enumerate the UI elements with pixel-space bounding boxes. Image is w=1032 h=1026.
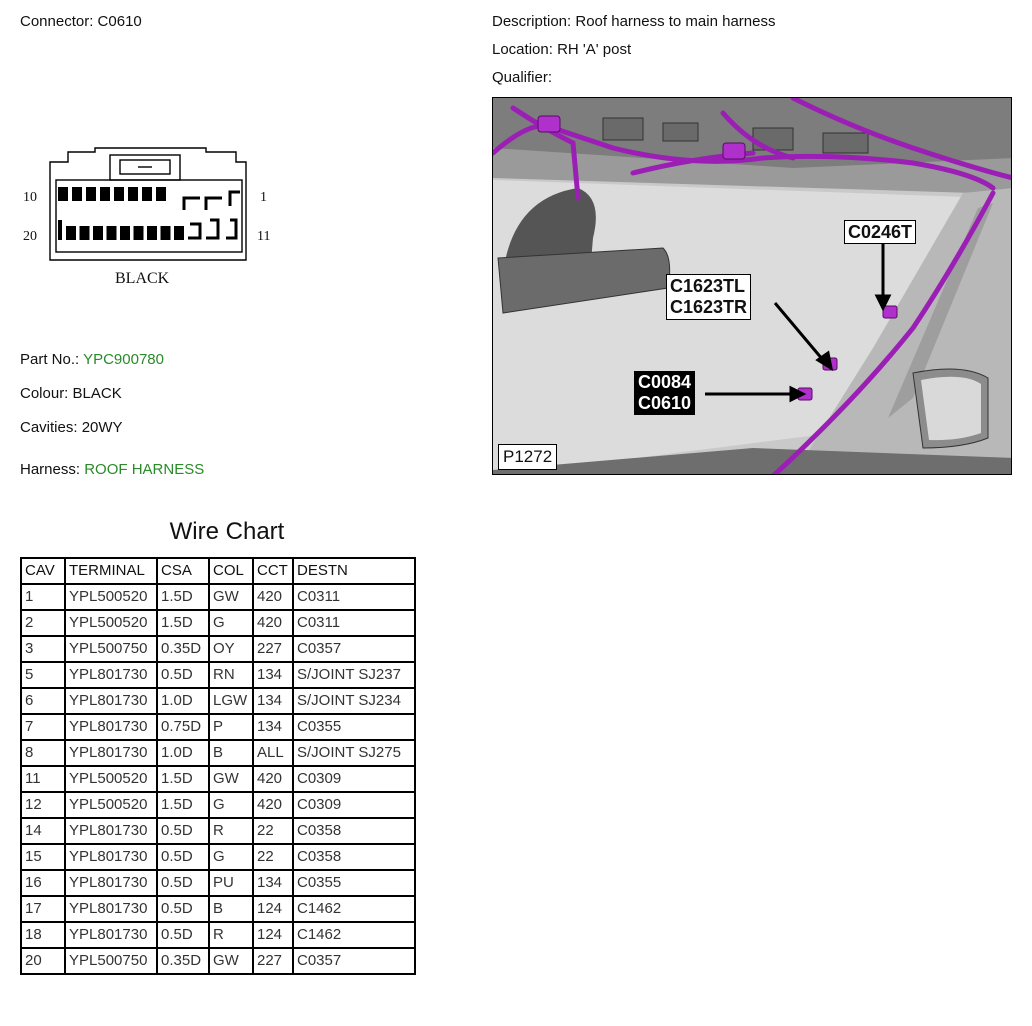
cavities-value: 20WY <box>81 419 123 436</box>
cell-destn: C0357 <box>293 948 415 974</box>
part-number-label: Part No.: <box>20 351 80 368</box>
part-number-link[interactable]: YPC900780 <box>83 351 164 368</box>
colour-line <box>20 385 122 402</box>
cell-terminal: YPL801730 <box>65 662 157 688</box>
cell-csa: 0.35D <box>157 636 209 662</box>
cell-terminal: YPL801730 <box>65 896 157 922</box>
cell-col: GW <box>209 584 253 610</box>
cell-cav: 15 <box>21 844 65 870</box>
table-row <box>21 844 415 870</box>
callout-c0084-c0610 <box>634 371 695 415</box>
cell-cct: 420 <box>253 766 293 792</box>
cell-cav: 7 <box>21 714 65 740</box>
callout-c1623 <box>666 274 751 320</box>
cell-csa: 1.5D <box>157 792 209 818</box>
cell-cav: 8 <box>21 740 65 766</box>
cell-cct: 134 <box>253 662 293 688</box>
description-label: Description: <box>492 13 572 30</box>
cell-cav: 12 <box>21 792 65 818</box>
cell-cct: 420 <box>253 584 293 610</box>
cell-col: R <box>209 922 253 948</box>
cell-cct: 134 <box>253 688 293 714</box>
cell-terminal: YPL500520 <box>65 792 157 818</box>
cell-cav: 20 <box>21 948 65 974</box>
cell-cct: 227 <box>253 948 293 974</box>
cell-col: G <box>209 844 253 870</box>
cell-destn: C0358 <box>293 844 415 870</box>
cell-csa: 1.5D <box>157 610 209 636</box>
cell-csa: 1.5D <box>157 766 209 792</box>
cell-terminal: YPL500520 <box>65 584 157 610</box>
cell-terminal: YPL500750 <box>65 948 157 974</box>
cell-cav: 6 <box>21 688 65 714</box>
table-row <box>21 740 415 766</box>
cell-terminal: YPL500520 <box>65 610 157 636</box>
cell-destn: C0311 <box>293 610 415 636</box>
cavity-pin <box>134 226 144 240</box>
connector-value: C0610 <box>97 13 142 30</box>
cell-col: RN <box>209 662 253 688</box>
table-row <box>21 688 415 714</box>
table-row <box>21 584 415 610</box>
cell-cct: 134 <box>253 714 293 740</box>
cavity-pin <box>142 187 152 201</box>
cell-destn: S/JOINT SJ234 <box>293 688 415 714</box>
cell-col: GW <box>209 766 253 792</box>
cell-cav: 18 <box>21 922 65 948</box>
header-cav: CAV <box>21 558 65 584</box>
cavity-pin <box>114 187 124 201</box>
cell-cct: 420 <box>253 792 293 818</box>
bottom-cavity-row <box>66 226 184 240</box>
cavity-pin <box>147 226 157 240</box>
cell-col: GW <box>209 948 253 974</box>
cell-cct: 124 <box>253 922 293 948</box>
cell-csa: 0.75D <box>157 714 209 740</box>
table-row <box>21 636 415 662</box>
cell-destn: C0309 <box>293 766 415 792</box>
location-label: Location: <box>492 41 553 58</box>
vehicle-interior-drawing <box>493 98 1012 475</box>
header-destn: DESTN <box>293 558 415 584</box>
header-terminal: TERMINAL <box>65 558 157 584</box>
top-cavity-row <box>58 187 166 201</box>
table-row <box>21 948 415 974</box>
callout-c0610: C0610 <box>638 393 692 413</box>
colour-label: Colour: <box>20 385 69 402</box>
cell-col: G <box>209 610 253 636</box>
cell-terminal: YPL500750 <box>65 636 157 662</box>
harness-line <box>20 461 204 478</box>
cell-destn: C0309 <box>293 792 415 818</box>
wire-chart-title: Wire Chart <box>169 518 285 545</box>
callout-c1623tl: C1623TL <box>670 276 746 296</box>
table-row <box>21 766 415 792</box>
cell-terminal: YPL500520 <box>65 766 157 792</box>
callout-c1623tr: C1623TR <box>670 297 748 317</box>
cell-csa: 0.5D <box>157 662 209 688</box>
cell-destn: C1462 <box>293 896 415 922</box>
cell-col: B <box>209 740 253 766</box>
part-number-line <box>20 351 164 368</box>
header-col: COL <box>209 558 253 584</box>
cell-cav: 17 <box>21 896 65 922</box>
qualifier-line <box>492 69 552 86</box>
pin-number-20: 20 <box>23 229 37 244</box>
cavity-pin <box>86 187 96 201</box>
pin-number-1: 1 <box>260 190 267 205</box>
cavities-line <box>20 419 123 436</box>
location-illustration <box>492 97 1012 475</box>
cell-csa: 0.35D <box>157 948 209 974</box>
cavity-pin <box>107 226 117 240</box>
cavity-pin <box>93 226 103 240</box>
qualifier-label: Qualifier: <box>492 69 553 86</box>
cell-csa: 0.5D <box>157 896 209 922</box>
cell-csa: 1.0D <box>157 740 209 766</box>
cavity-pin <box>66 226 76 240</box>
cell-cav: 5 <box>21 662 65 688</box>
cell-terminal: YPL801730 <box>65 688 157 714</box>
table-row <box>21 870 415 896</box>
callout-c0084: C0084 <box>638 372 692 392</box>
cell-csa: 0.5D <box>157 818 209 844</box>
cell-terminal: YPL801730 <box>65 818 157 844</box>
cell-cav: 11 <box>21 766 65 792</box>
cell-cav: 14 <box>21 818 65 844</box>
cavity-pin <box>120 226 130 240</box>
cavities-label: Cavities: <box>20 419 78 436</box>
wire-chart-header-row <box>21 558 415 584</box>
table-row <box>21 792 415 818</box>
figure-id: P1272 <box>498 444 557 470</box>
location-line <box>492 41 631 58</box>
cell-col: OY <box>209 636 253 662</box>
cell-cct: 227 <box>253 636 293 662</box>
cavity-pin <box>156 187 166 201</box>
pin-number-10: 10 <box>23 190 37 205</box>
wire-chart-table <box>20 557 416 975</box>
wire-chart-body <box>21 584 415 974</box>
cell-csa: 1.5D <box>157 584 209 610</box>
cell-destn: C0357 <box>293 636 415 662</box>
cell-cct: 22 <box>253 844 293 870</box>
pin-number-11: 11 <box>257 229 271 244</box>
table-row <box>21 922 415 948</box>
table-row <box>21 896 415 922</box>
header-csa: CSA <box>157 558 209 584</box>
cell-cct: ALL <box>253 740 293 766</box>
table-row <box>21 662 415 688</box>
cell-col: P <box>209 714 253 740</box>
cavity-pin <box>72 187 82 201</box>
cell-destn: C0358 <box>293 818 415 844</box>
description-value: Roof harness to main harness <box>575 13 776 30</box>
cell-cav: 16 <box>21 870 65 896</box>
cavity-pin <box>174 226 184 240</box>
cell-destn: C0311 <box>293 584 415 610</box>
cell-cct: 22 <box>253 818 293 844</box>
description-line <box>492 13 775 30</box>
cell-destn: C0355 <box>293 714 415 740</box>
table-row <box>21 714 415 740</box>
header-cct: CCT <box>253 558 293 584</box>
harness-label: Harness: <box>20 461 81 478</box>
connector-line <box>20 13 142 30</box>
connector-label: Connector: <box>20 13 94 30</box>
connector-color-caption: BLACK <box>115 270 170 287</box>
cell-terminal: YPL801730 <box>65 922 157 948</box>
cavity-pin <box>128 187 138 201</box>
cell-col: PU <box>209 870 253 896</box>
colour-value: BLACK <box>72 385 122 402</box>
cavity-pin <box>100 187 110 201</box>
cell-col: LGW <box>209 688 253 714</box>
table-row <box>21 818 415 844</box>
cavity-pin <box>58 187 68 201</box>
table-row <box>21 610 415 636</box>
cell-destn: S/JOINT SJ237 <box>293 662 415 688</box>
cell-destn: S/JOINT SJ275 <box>293 740 415 766</box>
cell-col: R <box>209 818 253 844</box>
cell-cav: 3 <box>21 636 65 662</box>
cell-terminal: YPL801730 <box>65 844 157 870</box>
cell-col: B <box>209 896 253 922</box>
cell-csa: 0.5D <box>157 844 209 870</box>
cell-cav: 1 <box>21 584 65 610</box>
location-value: RH 'A' post <box>557 41 632 58</box>
cell-col: G <box>209 792 253 818</box>
cavity-pin <box>80 226 90 240</box>
cavity-pin <box>161 226 171 240</box>
cell-destn: C1462 <box>293 922 415 948</box>
cell-destn: C0355 <box>293 870 415 896</box>
harness-link[interactable]: ROOF HARNESS <box>84 461 205 478</box>
cell-csa: 0.5D <box>157 870 209 896</box>
cell-terminal: YPL801730 <box>65 714 157 740</box>
cell-cct: 420 <box>253 610 293 636</box>
cell-cav: 2 <box>21 610 65 636</box>
cell-terminal: YPL801730 <box>65 870 157 896</box>
cell-cct: 124 <box>253 896 293 922</box>
cell-csa: 0.5D <box>157 922 209 948</box>
cell-csa: 1.0D <box>157 688 209 714</box>
callout-c0246t: C0246T <box>844 220 916 244</box>
cell-cct: 134 <box>253 870 293 896</box>
cell-terminal: YPL801730 <box>65 740 157 766</box>
connector-diagram <box>20 140 280 300</box>
